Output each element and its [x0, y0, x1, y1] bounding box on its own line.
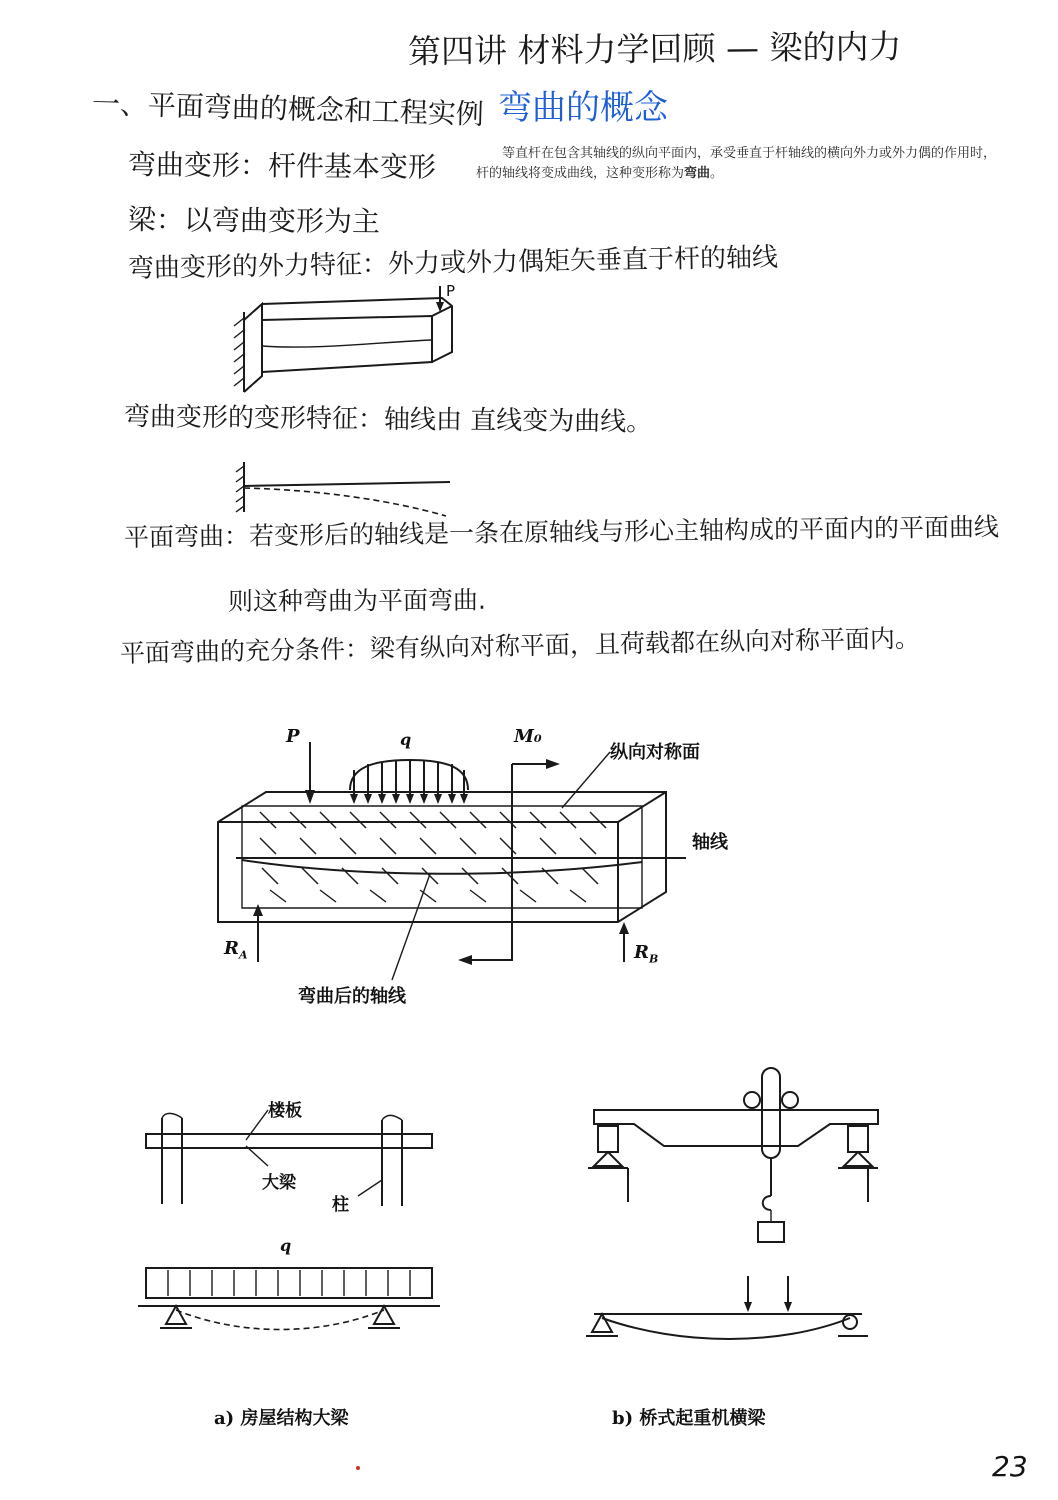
crane-girder-figure	[586, 1068, 878, 1339]
paragraph-emphasis: 弯曲	[684, 166, 711, 181]
beam-moment-label: M₀	[514, 726, 542, 747]
note-beam-definition: 梁：以弯曲变形为主	[127, 203, 381, 239]
note-deformation-feature: 弯曲变形的变形特征：轴线由 直线变为曲线。	[123, 402, 653, 438]
note-plane-bending-line1: 平面弯曲：若变形后的轴线是一条在原轴线与形心主轴构成的平面内的平面曲线	[123, 512, 1000, 552]
reaction-A-subscript: A	[238, 948, 248, 962]
symmetry-plane-label: 纵向对称面	[610, 742, 700, 763]
column-label: 柱	[332, 1195, 349, 1215]
reaction-A-letter: R	[224, 938, 239, 959]
cantilever-load-label: P	[446, 282, 456, 300]
paragraph-text: 等直杆在包含其轴线的纵向平面内，承受垂直于杆轴线的横向外力或外力偶的作用时，杆的轴线将变成曲线，这种变形称为	[476, 146, 997, 181]
note-sufficient-condition: 平面弯曲的充分条件：梁有纵向对称平面，且荷载都在纵向对称平面内。	[119, 623, 921, 668]
slab-label: 楼板	[268, 1101, 302, 1121]
beam-load-q-label: q	[400, 730, 412, 749]
blue-heading: 弯曲的概念	[498, 88, 668, 128]
page-title: 第四讲 材料力学回顾 — 梁的内力	[407, 26, 902, 71]
page-number: 23	[992, 1450, 1028, 1483]
building-q-label: q	[280, 1236, 292, 1255]
note-load-feature: 弯曲变形的外力特征：外力或外力偶矩矢垂直于杆的轴线	[127, 242, 779, 284]
beam-3d-figure	[218, 742, 686, 980]
cantilever-figure	[234, 286, 452, 392]
note-plane-bending-line2: 则这种弯曲为平面弯曲.	[227, 585, 487, 616]
note-bending-definition: 弯曲变形：杆件基本变形	[127, 148, 437, 184]
crane-caption: b) 桥式起重机横梁	[612, 1408, 766, 1429]
reaction-B-subscript: B	[648, 952, 659, 966]
reaction-A-label	[224, 938, 248, 962]
bent-axis-label: 弯曲后的轴线	[298, 986, 406, 1007]
paragraph-end: 。	[710, 166, 724, 181]
beam-load-P-label: P	[286, 726, 300, 747]
girder-label: 大梁	[262, 1173, 296, 1193]
building-girder-figure	[138, 1110, 440, 1330]
building-caption: a) 房屋结构大梁	[214, 1408, 349, 1429]
section-heading: 一、平面弯曲的概念和工程实例	[91, 87, 485, 131]
reaction-B-letter: R	[634, 942, 649, 963]
red-mark	[356, 1466, 360, 1470]
axis-label: 轴线	[692, 832, 728, 853]
reaction-B-label	[634, 942, 658, 966]
deflection-figure	[236, 462, 450, 516]
